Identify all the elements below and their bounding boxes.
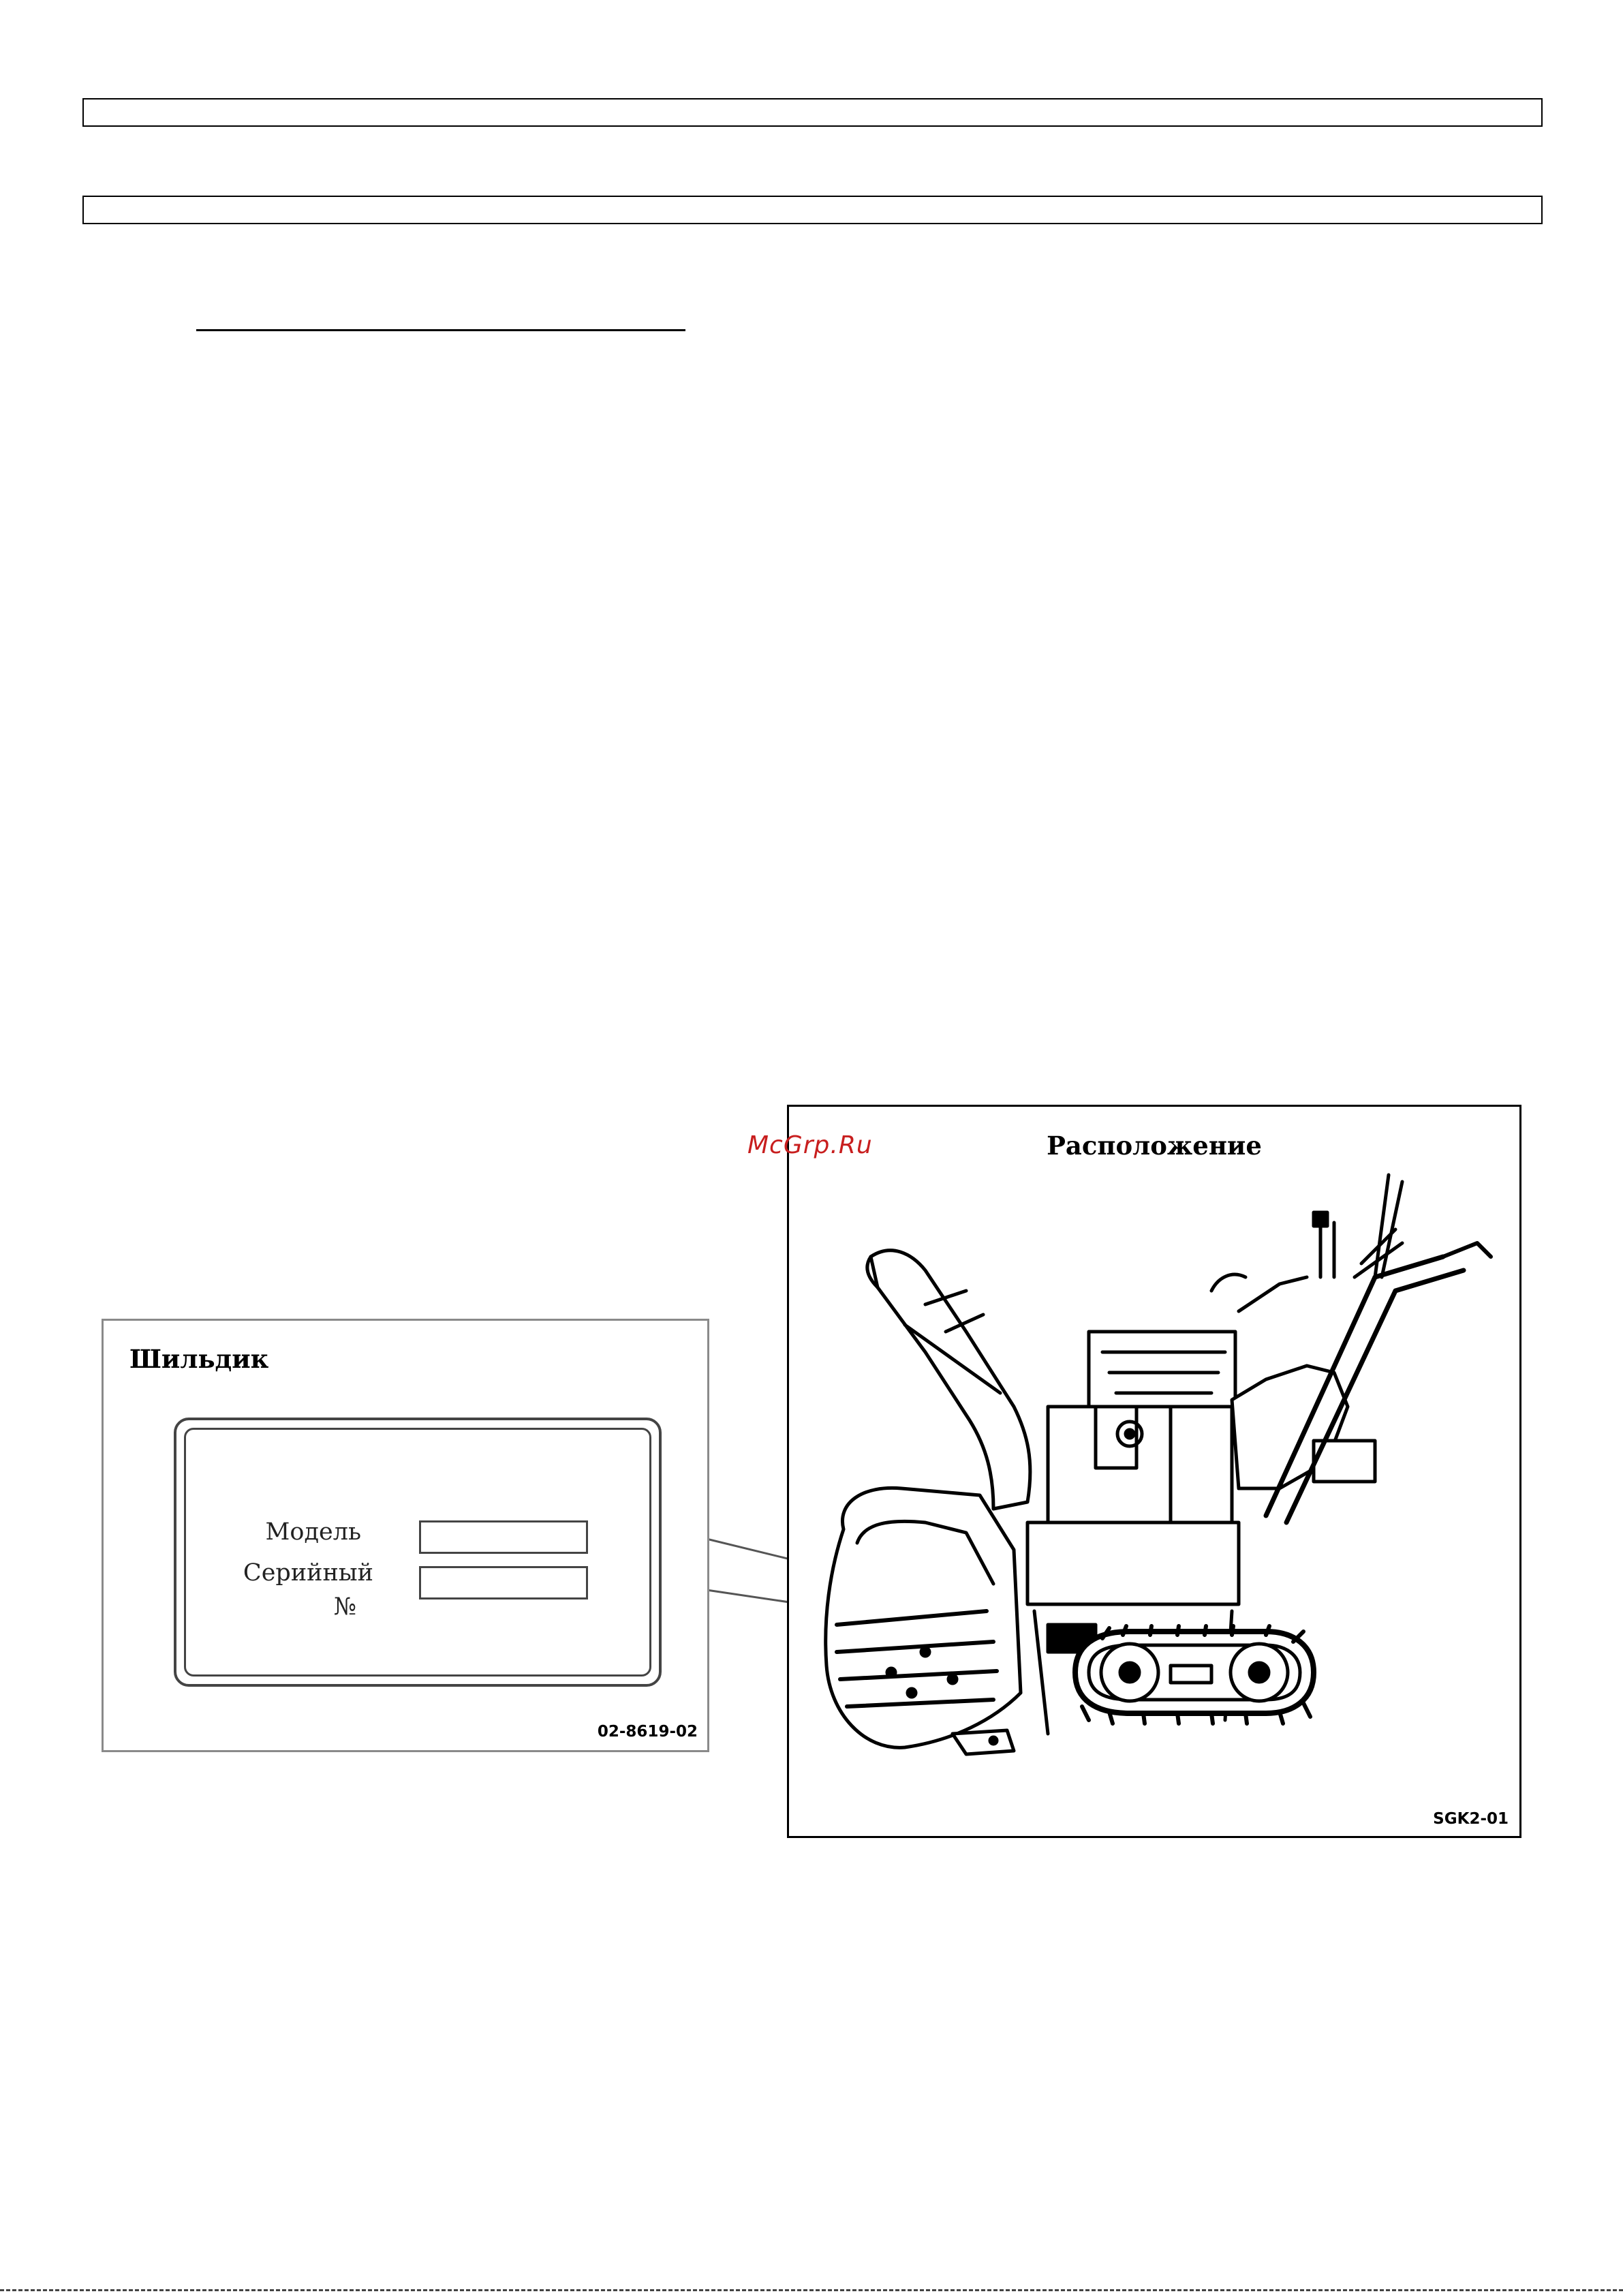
location-figure-code: SGK2-01 xyxy=(1433,1810,1509,1828)
location-figure xyxy=(787,1105,1521,1838)
serial-label: Серийный xyxy=(243,1559,373,1587)
nameplate-figure xyxy=(102,1319,709,1752)
nameplate-outline xyxy=(174,1418,662,1687)
snowblower-illustration xyxy=(789,1107,1519,1836)
serial-field xyxy=(419,1566,588,1599)
location-figure-title: Расположение xyxy=(1047,1131,1262,1161)
header-box-second xyxy=(82,196,1543,224)
nameplate-inner-border xyxy=(184,1428,651,1677)
nameplate-figure-title: Шильдик xyxy=(129,1344,269,1374)
model-label: Модель xyxy=(265,1518,361,1546)
section-underline xyxy=(196,329,685,331)
nameplate-figure-code: 02-8619-02 xyxy=(597,1723,698,1741)
header-box-top xyxy=(82,98,1543,127)
watermark-text: McGrp.Ru xyxy=(747,1131,873,1159)
model-field xyxy=(419,1520,588,1554)
page-bottom-rule xyxy=(0,2289,1623,2291)
number-label: № xyxy=(333,1593,356,1621)
